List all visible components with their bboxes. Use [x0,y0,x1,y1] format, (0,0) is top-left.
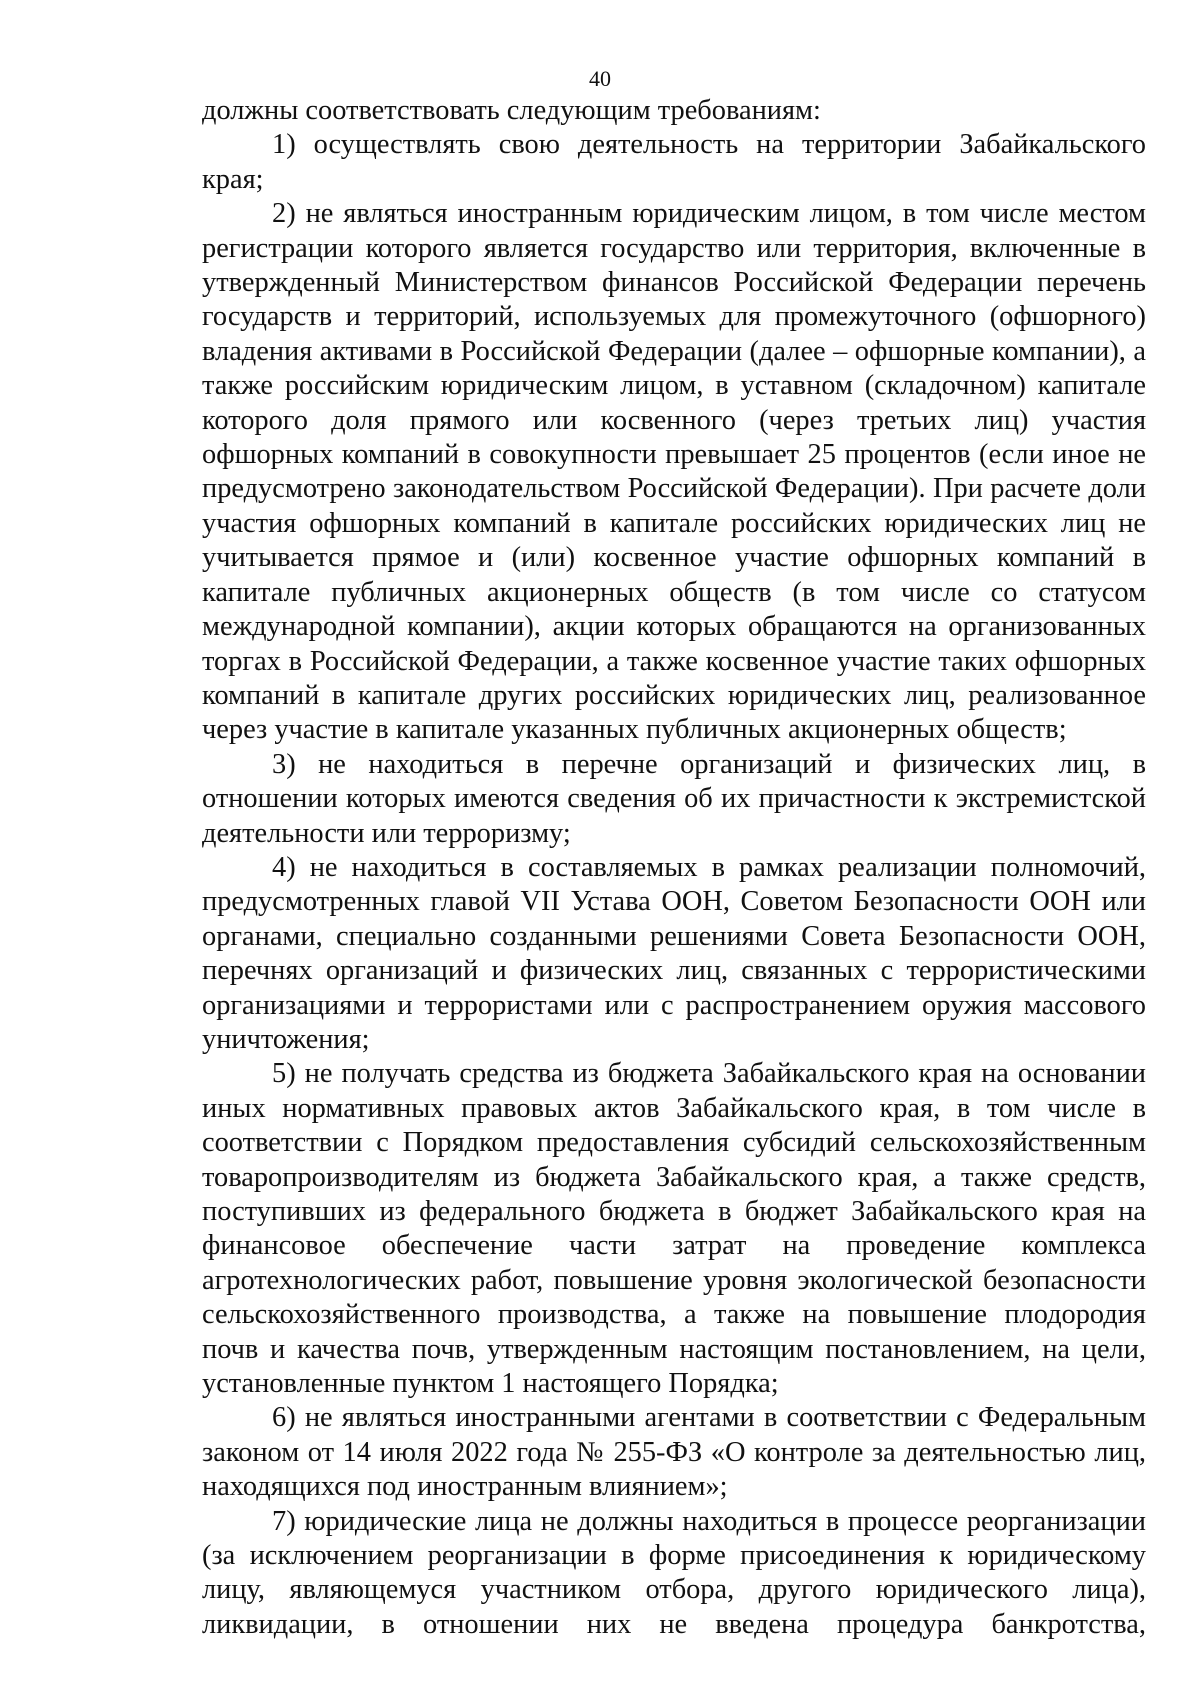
paragraph-item-1: 1) осуществлять свою деятельность на территории Забайкальского края; [202,129,1146,195]
page-number: 40 [589,66,611,91]
paragraph-item-5: 5) не получать средства из бюджета Забайкальского края на основании иных нормативных правовых актов Забайкальского края, в том числе в соответствии с Порядком предоставления субсидий сельскохозяйственным товаропроизводителям из бюджета Забайкальского края, а также средств, поступивших из федерального бюджета в бюджет Забайкальского края на финансовое обеспечение части затрат на проведение комплекса агротехнологических работ, повышение уровня экологической безопасности сельскохозяйственного производства, а также на повышение плодородия почв и качества почв, утвержденным настоящим постановлением, на цели, установленные пунктом 1 настоящего Порядка; [202,1058,1146,1400]
document-body [202,94,1146,1642]
paragraph-item-2: 2) не являться иностранным юридическим лицом, в том числе местом регистрации которого является государство или территория, включенные в утвержденный Министерством финансов Российской Федерации перечень государств и территорий, используемых для промежуточного (офшорного) владения активами в Российской Федерации (далее – офшорные компании), а также российским юридическим лицом, в уставном (складочном) капитале которого доля прямого или косвенного (через третьих лиц) участия офшорных компаний в совокупности превышает 25 процентов (если иное не предусмотрено законодательством Российской Федерации). При расчете доли участия офшорных компаний в капитале российских юридических лиц не учитывается прямое и (или) косвенное участие офшорных компаний в капитале публичных акционерных обществ (в том числе со статусом международной компании), акции которых обращаются на организованных торгах в Российской Федерации, а также косвенное участие таких офшорных компаний в капитале других российских юридических лиц, реализованное через участие в капитале указанных публичных акционерных обществ; [202,198,1146,746]
paragraph-item-7: 7) юридические лица не должны находиться в процессе реорганизации (за исключением реорганизации в форме присоединения к юридическому лицу, являющемуся участником отбора, другого юридического лица), ликвидации, в отношении них не введена процедура банкротства, [202,1505,1146,1640]
paragraph-intro: должны соответствовать следующим требованиям: [202,95,821,126]
paragraph-item-4: 4) не находиться в составляемых в рамках реализации полномочий, предусмотренных главой VII Устава ООН, Советом Безопасности ООН или органами, специально созданными решениями Совета Безопасности ООН, перечнях организаций и физических лиц, связанных с террористическими организациями и террористами или с распространением оружия массового уничтожения; [202,851,1146,1055]
paragraph-item-6: 6) не являться иностранными агентами в соответствии с Федеральным законом от 14 июля 2022 года № 255-ФЗ «О контроле за деятельностью лиц, находящихся под иностранным влиянием»; [202,1402,1146,1503]
paragraph-item-3: 3) не находиться в перечне организаций и физических лиц, в отношении которых имеются сведения об их причастности к экстремистской деятельности или терроризму; [202,748,1146,849]
